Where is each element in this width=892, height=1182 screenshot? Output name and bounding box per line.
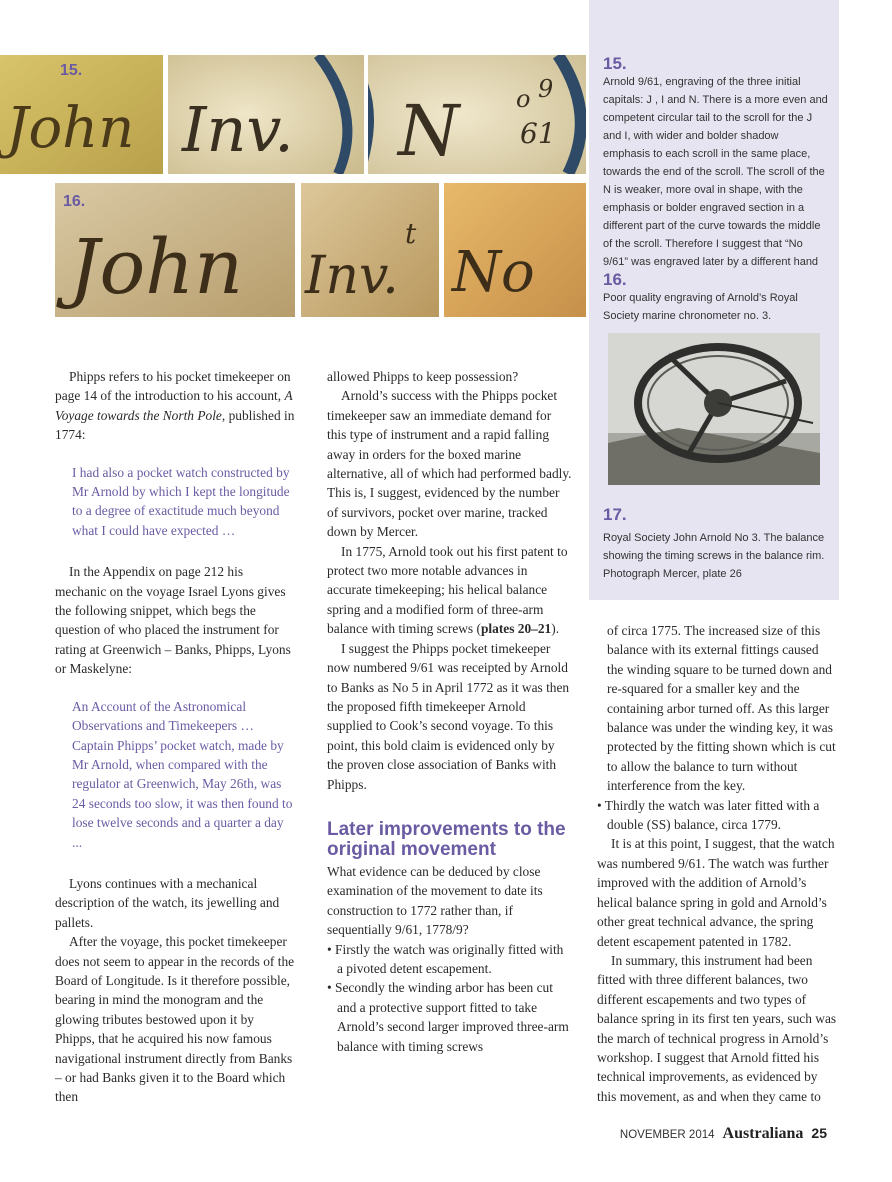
page-number: 25	[811, 1125, 827, 1141]
caption-plate-17	[603, 505, 828, 583]
article-column-2	[327, 367, 572, 1056]
paragraph: allowed Phipps to keep possession?	[327, 369, 519, 384]
caption-plate-16	[603, 270, 828, 325]
caption-text: Arnold 9/61, engraving of the three initial capitals: J , I and N. There is a more even and competent circular tail to the scroll for the J and I, with wider and bolder shadow emphasis to each scroll in the same place, towards the end of the scroll. The scroll of the N is weaker, more oval in shape, with the emphasis or bolder engraved section in a different part of the curve towards the middle of the scroll. Therefore I suggest that “No 9/61” was engraved later by a different hand	[603, 76, 828, 268]
paragraph: Arnold’s success with the Phipps pocket timekeeper saw an immediate demand for this type of instrument and a rapid falling away in orders for the boxed marine alternative, all of which had performed badly. This is, I suggest, evidenced by the number of survivors, pocket over marine, tracked down by Mercer.	[327, 388, 572, 540]
caption-number: 17.	[603, 505, 627, 524]
bullet-item: • Firstly the watch was originally fitted with a pivoted detent escapement.	[327, 941, 564, 976]
bullet-item: • Secondly the winding arbor has been cut and a protective support fitted to take Arnold’s second larger improved three-arm balance with timing screws	[327, 980, 569, 1054]
plate-15-label: 15.	[60, 62, 83, 79]
svg-text:John: John	[6, 96, 135, 161]
article-column-1	[55, 367, 295, 1107]
page-footer	[620, 1125, 827, 1143]
paragraph: It is at this point, I suggest, that the watch was numbered 9/61. The watch was further improved with the addition of Arnold’s helical balance spring in gold and Arnold’s other great technical advance, the spring detent escapement patented in 1782.	[597, 836, 835, 949]
svg-text:John: John	[69, 222, 244, 311]
block-quote: I had also a pocket watch constructed by Mr Arnold by which I kept the longitude to a degree of exactitude much beyond what I could have expected …	[72, 464, 290, 538]
plate-16-john-photo	[55, 183, 295, 317]
block-quote: An Account of the Astronomical Observations and Timekeepers … Captain Phipps’ pocket watch, made by Mr Arnold, when compared with the regulator at Greenwich, May 26th, was 24 seconds too slow, it was then found to lose twelve seconds and a quarter a day ...	[72, 698, 293, 850]
plate-16-label: 16.	[63, 193, 86, 210]
svg-text:Inv.: Inv.	[182, 93, 294, 166]
caption-plate-15	[603, 54, 828, 271]
paragraph: In the Appendix on page 212 his mechanic on the voyage Israel Lyons gives the following snippet, which begs the question of who placed the instrument for rating at Greenwich – Banks, Phipps, Lyons or Maskelyne:	[55, 564, 291, 677]
issue-date: NOVEMBER 2014	[619, 1129, 715, 1141]
paragraph: In summary, this instrument had been fitted with three different balances, two different escapements and two types of balance spring in its first ten years, such was the march of technical progress in Arnold’s workshop. I suggest that Arnold fitted his technical improvements, as evidenced by this movement, as and when they came to	[597, 952, 837, 1104]
plate-reference: plates 20–21	[480, 621, 552, 637]
svg-text:N: N	[398, 90, 460, 172]
paragraph: of circa 1775. The increased size of this balance with its external fittings caused the winding square to be turned down and re-squared for a smaller key and the containing arbor turned off. As this larger balance was under the winding key, it was protected by the fitting shown which is cut to allow the balance to turn without interference from the key.	[607, 623, 836, 794]
plate-16-inv-photo	[301, 183, 439, 317]
caption-text: Poor quality engraving of Arnold’s Royal Society marine chronometer no. 3.	[603, 292, 798, 322]
plate-15-no-photo	[368, 55, 586, 174]
svg-text:61: 61	[520, 117, 556, 150]
paragraph: What evidence can be deduced by close examination of the movement to date its construction to 1772 rather than, if sequentially 9/61, 1778/9?	[327, 863, 543, 938]
paragraph: Lyons continues with a mechanical description of the watch, its jewelling and pallets.	[55, 875, 280, 930]
svg-text:Inv.: Inv.	[305, 246, 399, 306]
book-title: A Voyage towards the North Pole	[55, 388, 293, 423]
plate-16-no-photo	[444, 183, 586, 317]
article-column-3	[597, 621, 837, 1106]
plate-17-balance-photo	[608, 333, 820, 485]
caption-number: 16.	[603, 270, 627, 289]
caption-number: 15.	[603, 54, 627, 73]
svg-text:t: t	[405, 217, 417, 250]
section-heading: Later improvements to the original movement	[327, 818, 566, 860]
svg-text:o: o	[516, 85, 531, 113]
paragraph: I suggest the Phipps pocket timekeeper now numbered 9/61 was receipted by Arnold to Banks as No 5 in April 1772 as it was then the proposed fifth timekeeper Arnold supplied to Cook’s second voyage. To this point, this bold claim is evidenced only by the proven close association of Banks with Phipps.	[327, 640, 570, 792]
svg-text:No: No	[452, 240, 535, 305]
magazine-name: Australiana	[722, 1125, 804, 1142]
paragraph: In 1775, Arnold took out his first patent to protect two more notable advances in accurate timekeeping; his helical balance spring and a modified form of three-arm balance with timing screws (plates 20–21).	[327, 543, 568, 637]
paragraph: Phipps refers to his pocket timekeeper on page 14 of the introduction to his account, A Voyage towards the North Pole, published in 1774:	[55, 369, 295, 443]
caption-text: Royal Society John Arnold No 3. The balance showing the timing screws in the balance rim. Photograph Mercer, plate 26	[603, 532, 825, 580]
plate-15-inv-photo	[168, 55, 364, 174]
bullet-item: • Thirdly the watch was later fitted with a double (SS) balance, circa 1779.	[597, 797, 820, 833]
paragraph: After the voyage, this pocket timekeeper does not seem to appear in the records of the Board of Longitude. Is it therefore possible, bearing in mind the monogram and the glowing tributes bestowed upon it by Phipps, that he acquired his now famous navigational instrument directly from Banks – or had Banks given it to the Board which then	[55, 934, 295, 1105]
svg-text:9: 9	[538, 75, 554, 103]
